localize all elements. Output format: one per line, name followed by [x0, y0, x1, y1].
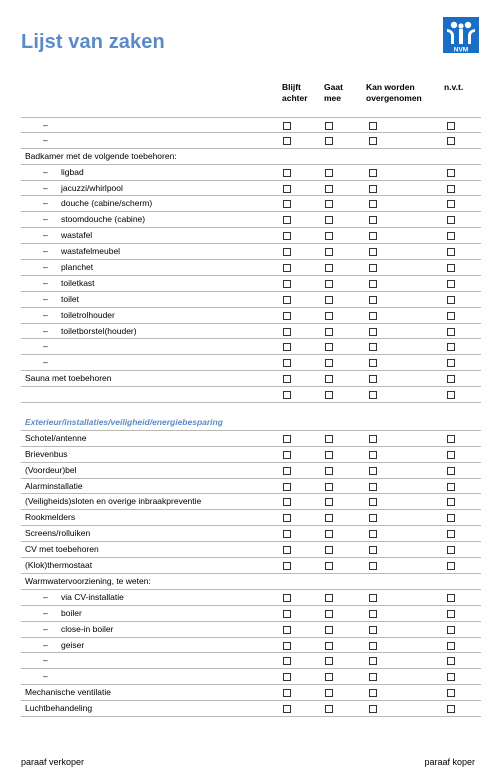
checkbox-blijft-achter[interactable]: [283, 280, 291, 288]
checkbox-gaat-mee[interactable]: [325, 530, 333, 538]
row-label: boiler: [61, 607, 82, 618]
checkbox-gaat-mee[interactable]: [325, 359, 333, 367]
checkbox-gaat-mee[interactable]: [325, 328, 333, 336]
checkbox-kan-worden-overgenomen[interactable]: [369, 375, 377, 383]
checkbox-kan-worden-overgenomen[interactable]: [369, 435, 377, 443]
checkbox-kan-worden-overgenomen[interactable]: [369, 498, 377, 506]
footer-buyer-initials: paraaf koper: [424, 757, 475, 767]
table-row: [21, 701, 481, 717]
dash-bullet: –: [43, 325, 48, 336]
checkbox-blijft-achter[interactable]: [283, 122, 291, 130]
row-label: toiletkast: [61, 277, 95, 288]
svg-text:NVM: NVM: [453, 46, 469, 53]
checkbox-kan-worden-overgenomen[interactable]: [369, 296, 377, 304]
checkbox-gaat-mee[interactable]: [325, 705, 333, 713]
table-row: [21, 479, 481, 495]
checkbox-gaat-mee[interactable]: [325, 514, 333, 522]
checkbox-blijft-achter[interactable]: [283, 483, 291, 491]
table-row: [21, 165, 481, 181]
dash-bullet: –: [43, 198, 48, 209]
table-row: [21, 117, 481, 133]
checkbox-nvt[interactable]: [447, 530, 455, 538]
dash-bullet: –: [43, 120, 48, 130]
dash-bullet: –: [43, 623, 48, 634]
dash-bullet: –: [43, 134, 48, 145]
table-row: [21, 355, 481, 371]
column-header-blijft-achter: Blijft achter: [282, 82, 308, 103]
checkbox-kan-worden-overgenomen[interactable]: [369, 137, 377, 145]
checkbox-gaat-mee[interactable]: [325, 296, 333, 304]
table-row: [21, 292, 481, 308]
checkbox-gaat-mee[interactable]: [325, 137, 333, 145]
checkbox-kan-worden-overgenomen[interactable]: [369, 232, 377, 240]
row-label: wastafel: [61, 230, 93, 241]
checkbox-nvt[interactable]: [447, 280, 455, 288]
row-label: CV met toebehoren: [25, 544, 99, 555]
dash-bullet: –: [43, 277, 48, 288]
checkbox-gaat-mee[interactable]: [325, 435, 333, 443]
checkbox-kan-worden-overgenomen[interactable]: [369, 185, 377, 193]
row-label: douche (cabine/scherm): [61, 198, 153, 209]
row-label: jacuzzi/whirlpool: [61, 182, 123, 193]
checkbox-blijft-achter[interactable]: [283, 705, 291, 713]
checkbox-gaat-mee[interactable]: [325, 610, 333, 618]
checkbox-gaat-mee[interactable]: [325, 248, 333, 256]
checkbox-blijft-achter[interactable]: [283, 562, 291, 570]
checkbox-kan-worden-overgenomen[interactable]: [369, 312, 377, 320]
dash-bullet: –: [43, 607, 48, 618]
row-label: stoomdouche (cabine): [61, 214, 146, 225]
checkbox-gaat-mee[interactable]: [325, 498, 333, 506]
checkbox-blijft-achter[interactable]: [283, 451, 291, 459]
checkbox-blijft-achter[interactable]: [283, 626, 291, 634]
table-row: [21, 228, 481, 244]
row-label: geiser: [61, 639, 85, 650]
checkbox-gaat-mee[interactable]: [325, 391, 333, 399]
checkbox-gaat-mee[interactable]: [325, 169, 333, 177]
table-row: [21, 133, 481, 149]
checkbox-blijft-achter[interactable]: [283, 375, 291, 383]
checkbox-gaat-mee[interactable]: [325, 264, 333, 272]
table-row: [21, 669, 481, 685]
checkbox-nvt[interactable]: [447, 312, 455, 320]
table-row: [21, 149, 481, 165]
table-row: [21, 181, 481, 197]
checkbox-blijft-achter[interactable]: [283, 185, 291, 193]
items-table: [21, 117, 481, 717]
dash-bullet: –: [43, 671, 48, 682]
checkbox-kan-worden-overgenomen[interactable]: [369, 673, 377, 681]
row-label: Screens/rolluiken: [25, 528, 91, 539]
dash-bullet: –: [43, 591, 48, 602]
checkbox-gaat-mee[interactable]: [325, 467, 333, 475]
checkbox-nvt[interactable]: [447, 673, 455, 681]
row-label: Sauna met toebehoren: [25, 373, 112, 384]
checkbox-kan-worden-overgenomen[interactable]: [369, 343, 377, 351]
table-row: [21, 558, 481, 574]
row-label: Alarminstallatie: [25, 480, 83, 491]
page-title: Lijst van zaken: [21, 31, 165, 53]
checkbox-gaat-mee[interactable]: [325, 689, 333, 697]
row-label: Warmwatervoorziening, te weten:: [25, 575, 151, 586]
table-row: [21, 447, 481, 463]
row-label: Rookmelders: [25, 512, 76, 523]
dash-bullet: –: [43, 166, 48, 177]
footer-seller-initials: paraaf verkoper: [21, 757, 85, 767]
checkbox-kan-worden-overgenomen[interactable]: [369, 657, 377, 665]
checkbox-kan-worden-overgenomen[interactable]: [369, 169, 377, 177]
checkbox-kan-worden-overgenomen[interactable]: [369, 467, 377, 475]
table-row: [21, 212, 481, 228]
column-header-kan-worden-overgenomen: Kan worden overgenomen: [366, 82, 422, 103]
table-row: [21, 324, 481, 340]
table-row: [21, 403, 481, 415]
checkbox-blijft-achter[interactable]: [283, 642, 291, 650]
checkbox-blijft-achter[interactable]: [283, 359, 291, 367]
table-row: [21, 308, 481, 324]
row-label: Luchtbehandeling: [25, 703, 93, 714]
checkbox-kan-worden-overgenomen[interactable]: [369, 610, 377, 618]
checkbox-blijft-achter[interactable]: [283, 296, 291, 304]
checkbox-kan-worden-overgenomen[interactable]: [369, 689, 377, 697]
row-label: Mechanische ventilatie: [25, 687, 111, 698]
checkbox-nvt[interactable]: [447, 232, 455, 240]
checkbox-kan-worden-overgenomen[interactable]: [369, 328, 377, 336]
checkbox-gaat-mee[interactable]: [325, 280, 333, 288]
checkbox-kan-worden-overgenomen[interactable]: [369, 248, 377, 256]
checkbox-gaat-mee[interactable]: [325, 626, 333, 634]
row-label: wastafelmeubel: [61, 246, 121, 257]
checkbox-gaat-mee[interactable]: [325, 657, 333, 665]
checkbox-nvt[interactable]: [447, 296, 455, 304]
checkbox-gaat-mee[interactable]: [325, 343, 333, 351]
checkbox-blijft-achter[interactable]: [283, 264, 291, 272]
dash-bullet: –: [43, 639, 48, 650]
checkbox-nvt[interactable]: [447, 546, 455, 554]
checkbox-gaat-mee[interactable]: [325, 483, 333, 491]
checkbox-kan-worden-overgenomen[interactable]: [369, 216, 377, 224]
row-label: Badkamer met de volgende toebehoren:: [25, 150, 177, 161]
checkbox-nvt[interactable]: [447, 642, 455, 650]
checkbox-nvt[interactable]: [447, 610, 455, 618]
checkbox-gaat-mee[interactable]: [325, 312, 333, 320]
checkbox-gaat-mee[interactable]: [325, 562, 333, 570]
table-row: [21, 622, 481, 638]
checkbox-nvt[interactable]: [447, 137, 455, 145]
row-label: Brievenbus: [25, 448, 68, 459]
table-row: [21, 574, 481, 590]
row-label: close-in boiler: [61, 623, 114, 634]
checkbox-kan-worden-overgenomen[interactable]: [369, 642, 377, 650]
checkbox-nvt[interactable]: [447, 483, 455, 491]
checkbox-nvt[interactable]: [447, 375, 455, 383]
checkbox-blijft-achter[interactable]: [283, 657, 291, 665]
row-label: toiletborstel(houder): [61, 325, 137, 336]
checkbox-blijft-achter[interactable]: [283, 216, 291, 224]
table-row: [21, 494, 481, 510]
checkbox-gaat-mee[interactable]: [325, 546, 333, 554]
checkbox-blijft-achter[interactable]: [283, 169, 291, 177]
table-row: [21, 638, 481, 654]
checkbox-nvt[interactable]: [447, 626, 455, 634]
row-label: toiletrolhouder: [61, 309, 115, 320]
section-heading-row: [21, 415, 481, 431]
checkbox-gaat-mee[interactable]: [325, 232, 333, 240]
checkbox-gaat-mee[interactable]: [325, 185, 333, 193]
checkbox-nvt[interactable]: [447, 467, 455, 475]
dash-bullet: –: [43, 655, 48, 666]
dash-bullet: –: [43, 246, 48, 257]
dash-bullet: –: [43, 357, 48, 368]
checkbox-nvt[interactable]: [447, 391, 455, 399]
table-row: [21, 431, 481, 447]
section-heading: Exterieur/installaties/veiligheid/energiebesparing: [25, 417, 223, 428]
checkbox-gaat-mee[interactable]: [325, 122, 333, 130]
row-label: ligbad: [61, 166, 84, 177]
row-label: (Klok)thermostaat: [25, 560, 93, 571]
checkbox-blijft-achter[interactable]: [283, 610, 291, 618]
nvm-logo: [443, 17, 479, 53]
table-row: [21, 685, 481, 701]
checkbox-kan-worden-overgenomen[interactable]: [369, 546, 377, 554]
dash-bullet: –: [43, 262, 48, 273]
checkbox-kan-worden-overgenomen[interactable]: [369, 705, 377, 713]
checkbox-blijft-achter[interactable]: [283, 546, 291, 554]
checkbox-nvt[interactable]: [447, 122, 455, 130]
checkbox-blijft-achter[interactable]: [283, 673, 291, 681]
checkbox-blijft-achter[interactable]: [283, 391, 291, 399]
checkbox-blijft-achter[interactable]: [283, 594, 291, 602]
checkbox-kan-worden-overgenomen[interactable]: [369, 562, 377, 570]
table-row: [21, 371, 481, 387]
checkbox-kan-worden-overgenomen[interactable]: [369, 200, 377, 208]
table-row: [21, 590, 481, 606]
checkbox-gaat-mee[interactable]: [325, 216, 333, 224]
checkbox-nvt[interactable]: [447, 689, 455, 697]
checkbox-gaat-mee[interactable]: [325, 642, 333, 650]
checkbox-kan-worden-overgenomen[interactable]: [369, 280, 377, 288]
row-label: toilet: [61, 293, 79, 304]
checkbox-blijft-achter[interactable]: [283, 312, 291, 320]
checkbox-kan-worden-overgenomen[interactable]: [369, 122, 377, 130]
checkbox-gaat-mee[interactable]: [325, 200, 333, 208]
checkbox-nvt[interactable]: [447, 594, 455, 602]
dash-bullet: –: [43, 309, 48, 320]
table-row: [21, 244, 481, 260]
checkbox-gaat-mee[interactable]: [325, 594, 333, 602]
checkbox-nvt[interactable]: [447, 705, 455, 713]
checkbox-nvt[interactable]: [447, 248, 455, 256]
checkbox-kan-worden-overgenomen[interactable]: [369, 530, 377, 538]
checkbox-blijft-achter[interactable]: [283, 498, 291, 506]
checkbox-gaat-mee[interactable]: [325, 375, 333, 383]
checkbox-kan-worden-overgenomen[interactable]: [369, 514, 377, 522]
row-label: planchet: [61, 262, 94, 273]
dash-bullet: –: [43, 230, 48, 241]
table-row: [21, 196, 481, 212]
row-label: via CV-installatie: [61, 591, 124, 602]
checkbox-kan-worden-overgenomen[interactable]: [369, 264, 377, 272]
checkbox-nvt[interactable]: [447, 343, 455, 351]
dash-bullet: –: [43, 214, 48, 225]
checkbox-nvt[interactable]: [447, 185, 455, 193]
checkbox-blijft-achter[interactable]: [283, 689, 291, 697]
checkbox-kan-worden-overgenomen[interactable]: [369, 359, 377, 367]
checkbox-gaat-mee[interactable]: [325, 673, 333, 681]
table-row: [21, 510, 481, 526]
checkbox-kan-worden-overgenomen[interactable]: [369, 594, 377, 602]
table-row: [21, 387, 481, 403]
checkbox-nvt[interactable]: [447, 451, 455, 459]
checkbox-nvt[interactable]: [447, 264, 455, 272]
row-label: (Voordeur)bel: [25, 464, 77, 475]
checkbox-kan-worden-overgenomen[interactable]: [369, 626, 377, 634]
row-label: Schotel/antenne: [25, 432, 87, 443]
checkbox-nvt[interactable]: [447, 359, 455, 367]
checkbox-blijft-achter[interactable]: [283, 137, 291, 145]
checkbox-blijft-achter[interactable]: [283, 232, 291, 240]
checkbox-gaat-mee[interactable]: [325, 451, 333, 459]
checkbox-blijft-achter[interactable]: [283, 530, 291, 538]
column-header-nvt: n.v.t.: [444, 82, 464, 92]
table-row: [21, 260, 481, 276]
checkbox-blijft-achter[interactable]: [283, 435, 291, 443]
checkbox-nvt[interactable]: [447, 498, 455, 506]
checkbox-blijft-achter[interactable]: [283, 467, 291, 475]
table-row: [21, 606, 481, 622]
dash-bullet: –: [43, 341, 48, 352]
checkbox-nvt[interactable]: [447, 562, 455, 570]
checkbox-blijft-achter[interactable]: [283, 328, 291, 336]
checkbox-nvt[interactable]: [447, 435, 455, 443]
checkbox-blijft-achter[interactable]: [283, 514, 291, 522]
checkbox-kan-worden-overgenomen[interactable]: [369, 483, 377, 491]
checkbox-nvt[interactable]: [447, 216, 455, 224]
checkbox-nvt[interactable]: [447, 328, 455, 336]
checkbox-blijft-achter[interactable]: [283, 200, 291, 208]
checkbox-nvt[interactable]: [447, 169, 455, 177]
checkbox-nvt[interactable]: [447, 200, 455, 208]
table-row: [21, 339, 481, 355]
table-row: [21, 276, 481, 292]
checkbox-kan-worden-overgenomen[interactable]: [369, 391, 377, 399]
checkbox-nvt[interactable]: [447, 514, 455, 522]
checkbox-blijft-achter[interactable]: [283, 343, 291, 351]
checkbox-kan-worden-overgenomen[interactable]: [369, 451, 377, 459]
column-header-gaat-mee: Gaat mee: [324, 82, 343, 103]
dash-bullet: –: [43, 182, 48, 193]
table-row: [21, 526, 481, 542]
table-row: [21, 653, 481, 669]
dash-bullet: –: [43, 293, 48, 304]
table-row: [21, 463, 481, 479]
table-row: [21, 542, 481, 558]
checkbox-blijft-achter[interactable]: [283, 248, 291, 256]
row-label: (Veiligheids)sloten en overige inbraakpreventie: [25, 496, 202, 507]
checkbox-nvt[interactable]: [447, 657, 455, 665]
